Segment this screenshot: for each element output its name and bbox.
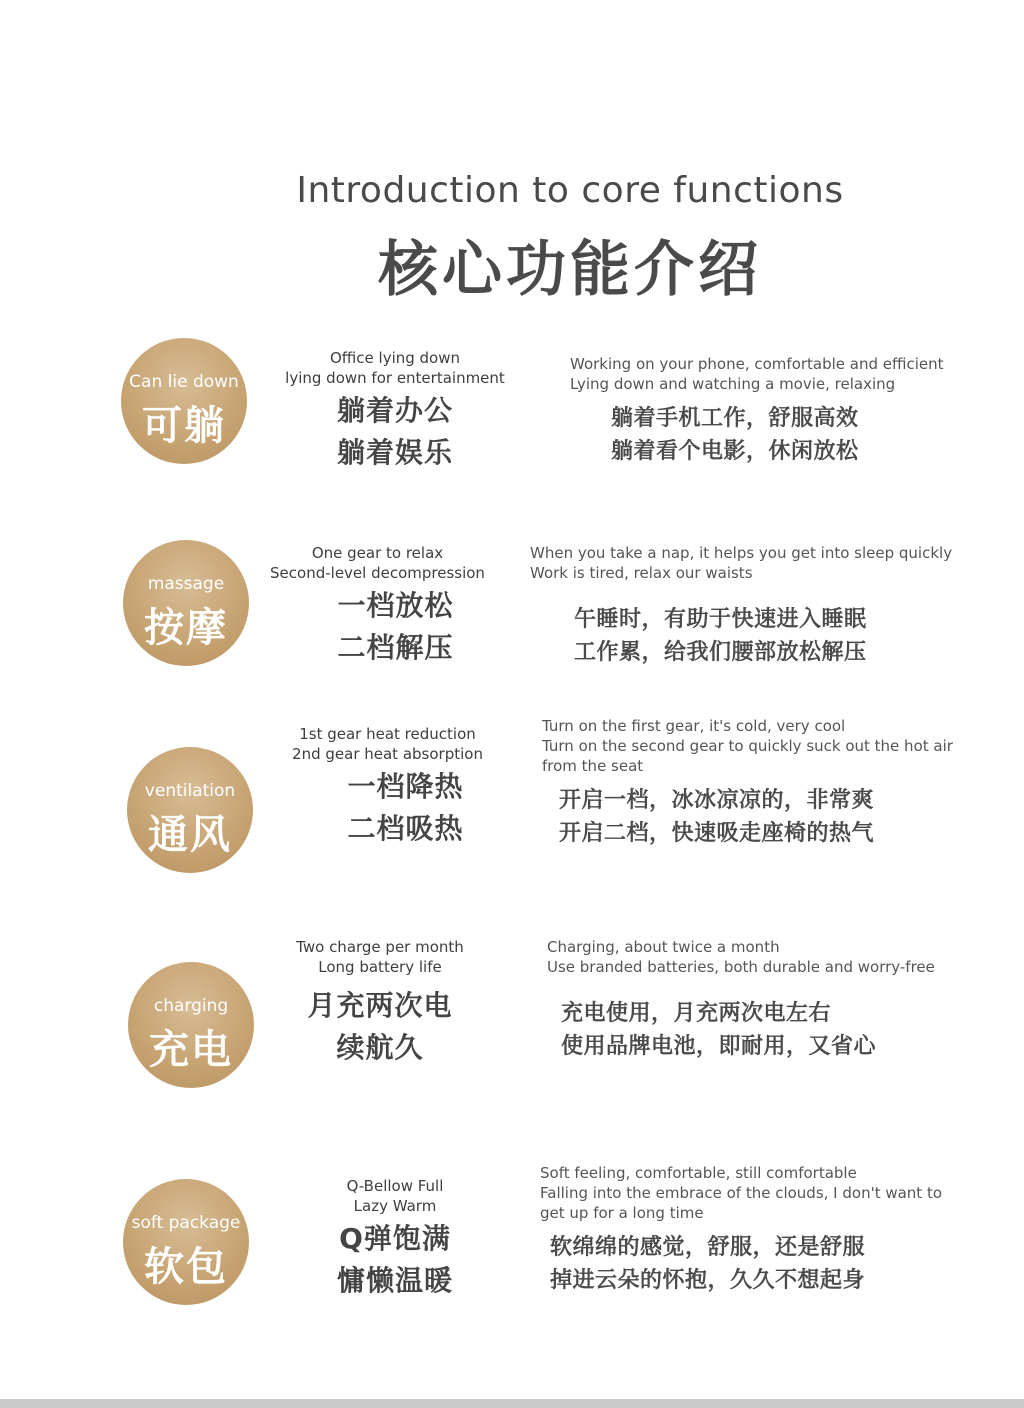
feature-badge bbox=[121, 338, 247, 464]
detail-zh: 开启一档，冰冰凉凉的，非常爽 开启二档，快速吸走座椅的热气 bbox=[559, 788, 875, 846]
detail-zh: 午睡时，有助于快速进入睡眠 工作累，给我们腰部放松解压 bbox=[574, 607, 867, 665]
summary-zh: 一档降热 二档吸热 bbox=[347, 770, 464, 845]
detail-zh: 软绵绵的感觉，舒服，还是舒服 掉进云朵的怀抱，久久不想起身 bbox=[550, 1235, 866, 1293]
summary-zh: 月充两次电 续航久 bbox=[307, 989, 453, 1064]
badge-label-en: massage bbox=[147, 574, 225, 594]
page-title-zh: 核心功能介绍 bbox=[378, 235, 762, 305]
feature-badge bbox=[127, 747, 253, 873]
feature-detail bbox=[530, 543, 1010, 669]
badge-label-zh: 软包 bbox=[144, 1244, 228, 1290]
bottom-divider bbox=[0, 1399, 1024, 1408]
badge-label-en: soft package bbox=[131, 1213, 241, 1233]
badge-label-en: charging bbox=[153, 996, 229, 1016]
summary-en: Office lying down lying down for entertainment bbox=[285, 349, 505, 387]
feature-detail bbox=[547, 937, 1007, 1063]
feature-detail bbox=[540, 1163, 1010, 1297]
badge-label-en: Can lie down bbox=[129, 372, 239, 392]
feature-badge bbox=[123, 1179, 249, 1305]
summary-zh: 躺着办公 躺着娱乐 bbox=[336, 394, 453, 469]
detail-en: Working on your phone, comfortable and efficient Lying down and watching a movie, relaxing bbox=[570, 355, 944, 393]
summary-zh: Q弹饱满 慵懒温暖 bbox=[336, 1222, 453, 1297]
summary-en: One gear to relax Second-level decompression bbox=[270, 544, 485, 582]
feature-summary bbox=[265, 724, 510, 850]
badge-label-zh: 按摩 bbox=[144, 605, 228, 651]
feature-summary bbox=[255, 543, 500, 669]
summary-en: Two charge per month Long battery life bbox=[296, 938, 464, 976]
detail-en: Soft feeling, comfortable, still comfortable Falling into the embrace of the clouds, I don't want to get up for a long time bbox=[540, 1164, 943, 1222]
badge-label-zh: 可躺 bbox=[142, 403, 226, 449]
feature-detail bbox=[570, 354, 1010, 468]
detail-en: Turn on the first gear, it's cold, very cool Turn on the second gear to quickly suck out the hot air from the seat bbox=[542, 717, 953, 775]
feature-summary bbox=[270, 937, 490, 1069]
detail-en: When you take a nap, it helps you get into sleep quickly Work is tired, relax our waists bbox=[530, 544, 953, 582]
summary-zh: 一档放松 二档解压 bbox=[337, 589, 454, 664]
feature-summary bbox=[270, 348, 520, 474]
feature-summary bbox=[290, 1176, 500, 1302]
feature-badge bbox=[128, 962, 254, 1088]
detail-zh: 充电使用，月充两次电左右 使用品牌电池，即耐用，又省心 bbox=[561, 1001, 877, 1059]
detail-en: Charging, about twice a month Use branded batteries, both durable and worry-free bbox=[547, 938, 935, 976]
badge-label-zh: 通风 bbox=[148, 812, 232, 858]
summary-en: Q-Bellow Full Lazy Warm bbox=[346, 1177, 444, 1215]
detail-zh: 躺着手机工作，舒服高效 躺着看个电影，休闲放松 bbox=[611, 406, 859, 464]
badge-label-zh: 充电 bbox=[149, 1027, 233, 1073]
feature-badge bbox=[123, 540, 249, 666]
badge-label-en: ventilation bbox=[144, 781, 236, 801]
page-title-en: Introduction to core functions bbox=[296, 170, 844, 211]
summary-en: 1st gear heat reduction 2nd gear heat absorption bbox=[292, 725, 483, 763]
feature-detail bbox=[542, 716, 1012, 850]
